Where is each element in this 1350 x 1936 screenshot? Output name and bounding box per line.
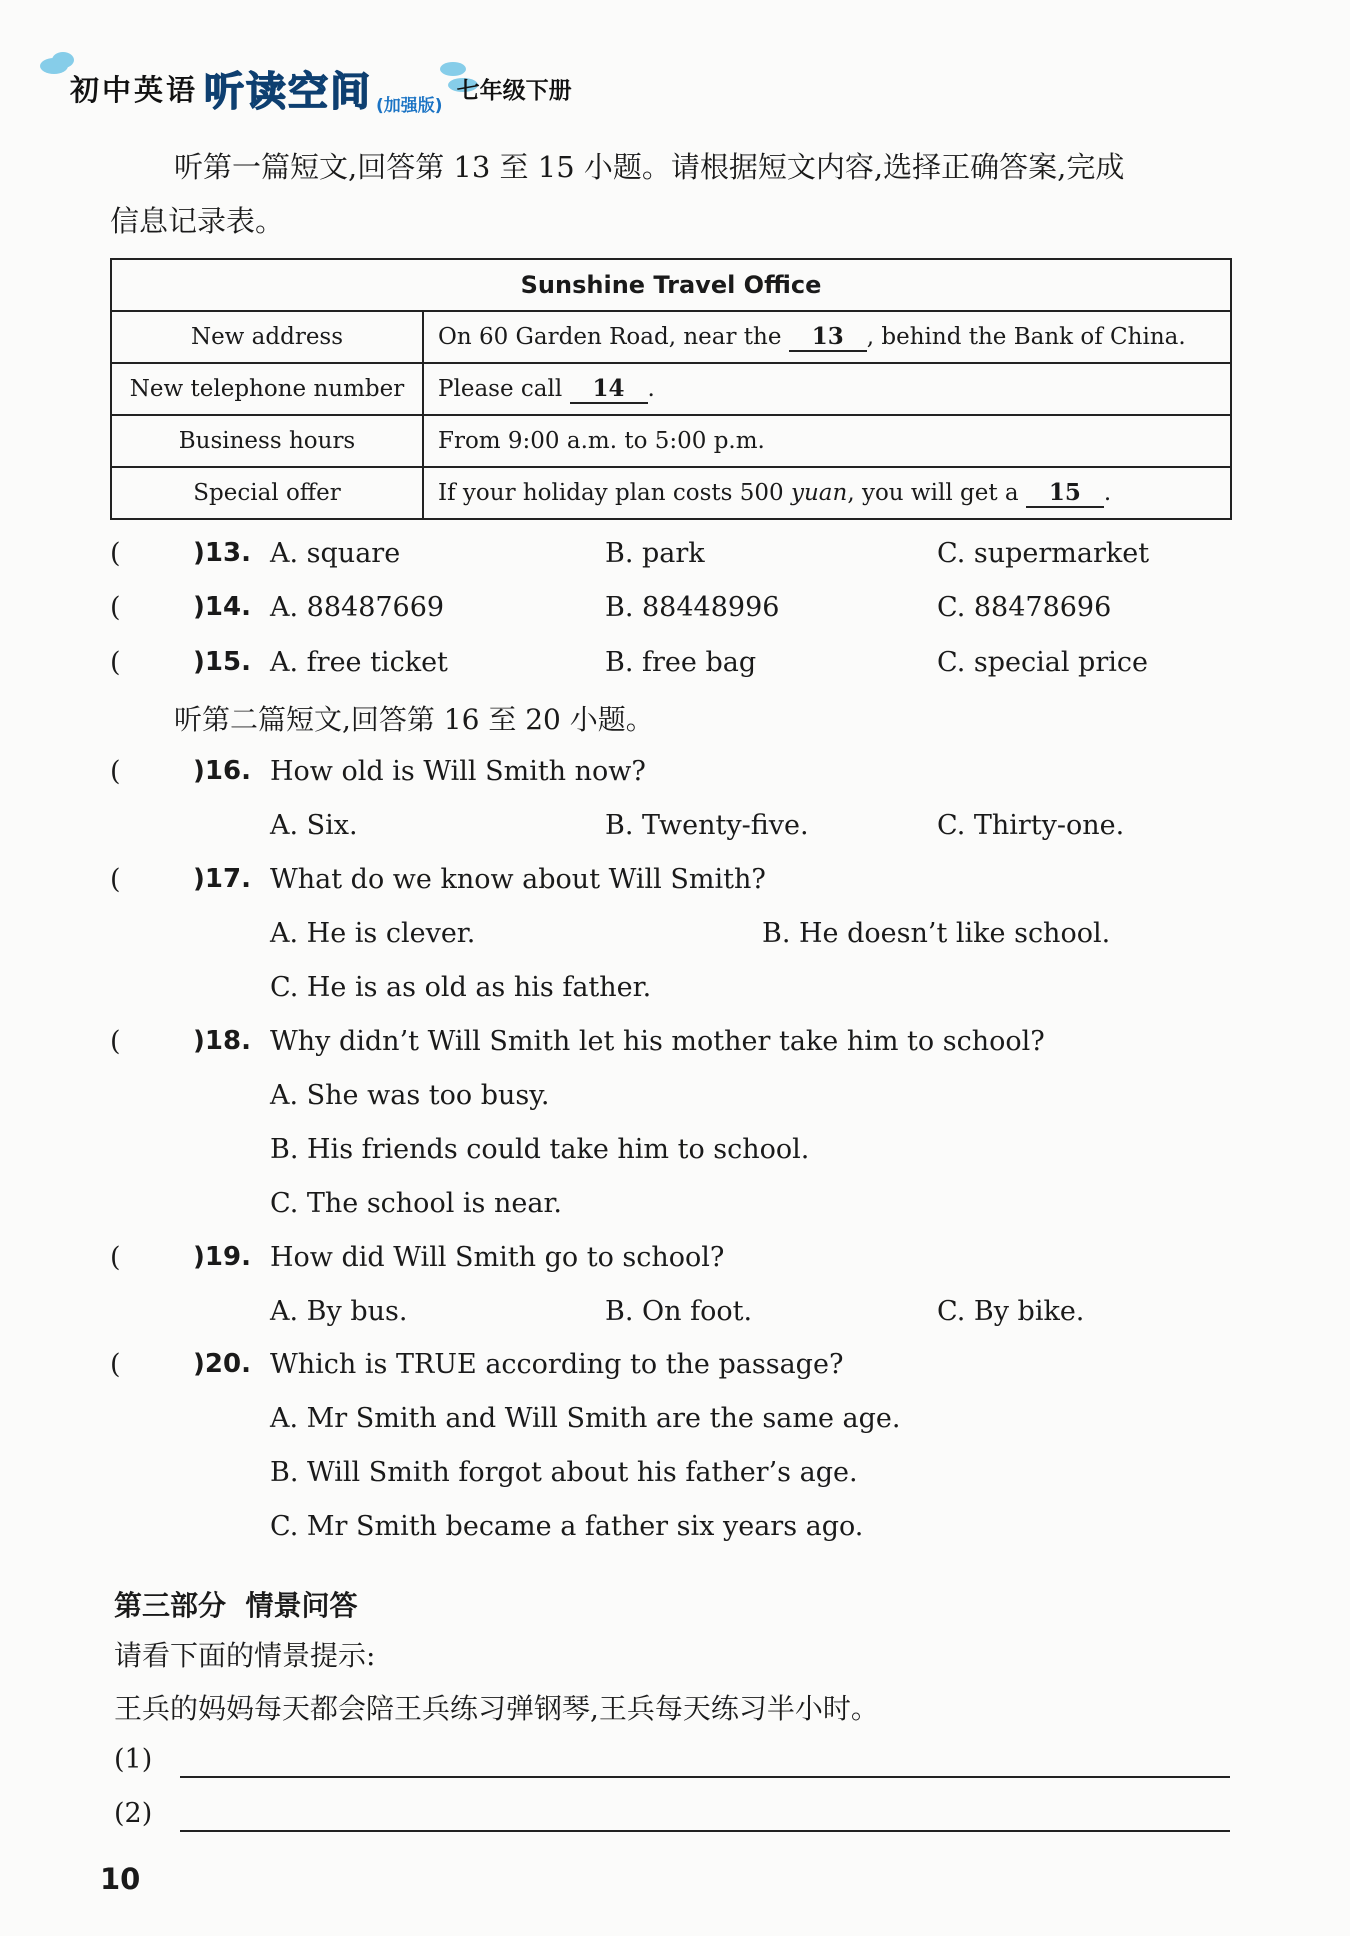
option-a[interactable]: A. He is clever. [270, 918, 476, 949]
option-a[interactable]: A. 88487669 [270, 592, 445, 623]
blank-14: 14 [570, 375, 648, 404]
option-b[interactable]: B. Will Smith forgot about his father’s age. [270, 1457, 858, 1488]
option-b[interactable]: B. free bag [605, 647, 757, 678]
row-label: Special offer [111, 467, 423, 519]
question-text: Which is TRUE according to the passage? [270, 1349, 844, 1380]
edition-label: (加强版) [376, 95, 443, 116]
option-a[interactable]: A. Six. [270, 810, 358, 841]
row-value [423, 311, 1231, 363]
answer-bracket[interactable]: ( [110, 1026, 121, 1057]
option-c[interactable]: C. He is as old as his father. [270, 972, 652, 1003]
intro-1-line1: 听第一篇短文,回答第 13 至 15 小题。请根据短文内容,选择正确答案,完成 [174, 150, 1125, 184]
question-number: )15. [193, 647, 251, 677]
option-a[interactable]: A. square [270, 538, 401, 569]
row-text: . [1103, 479, 1112, 506]
table-row [111, 363, 1231, 415]
scenario-text: 王兵的妈妈每天都会陪王兵练习弹钢琴,王兵每天练习半小时。 [114, 1692, 879, 1725]
option-b[interactable]: B. On foot. [605, 1296, 753, 1327]
table-row [111, 415, 1231, 467]
option-c[interactable]: C. supermarket [937, 538, 1150, 569]
question-13 [0, 538, 1350, 578]
option-c[interactable]: C. Thirty-one. [937, 810, 1125, 841]
answer-line-1[interactable] [180, 1776, 1230, 1778]
question-text: How old is Will Smith now? [270, 756, 646, 787]
row-text: , behind the Bank of China. [866, 323, 1186, 350]
question-15 [0, 647, 1350, 687]
brand-logo: 听读空间 [204, 68, 373, 115]
question-number: )19. [193, 1242, 251, 1272]
page-number: 10 [100, 1862, 141, 1896]
answer-bracket[interactable]: ( [110, 864, 121, 895]
row-value [423, 363, 1231, 415]
row-label: New telephone number [111, 363, 423, 415]
question-14 [0, 592, 1350, 632]
option-c[interactable]: C. By bike. [937, 1296, 1085, 1327]
row-text: On 60 Garden Road, near the [438, 323, 782, 350]
option-b[interactable]: B. Twenty-five. [605, 810, 809, 841]
answer-label-1: (1) [114, 1744, 153, 1775]
option-a[interactable]: A. She was too busy. [270, 1080, 550, 1111]
row-text: If your holiday plan costs 500 [438, 479, 784, 506]
section-heading: 第三部分 情景问答 [114, 1589, 358, 1622]
answer-bracket[interactable]: ( [110, 592, 121, 623]
option-b[interactable]: B. His friends could take him to school. [270, 1134, 810, 1165]
question-number: )17. [193, 864, 251, 894]
option-c[interactable]: C. 88478696 [937, 592, 1112, 623]
intro-1-line2: 信息记录表。 [110, 204, 285, 238]
row-value: From 9:00 a.m. to 5:00 p.m. [423, 415, 1231, 467]
grade-label: 七年级下册 [456, 77, 572, 104]
answer-bracket[interactable]: ( [110, 647, 121, 678]
option-b[interactable]: B. He doesn’t like school. [762, 918, 1111, 949]
row-value [423, 467, 1231, 519]
row-text: , you will get a [847, 479, 1019, 506]
row-label: Business hours [111, 415, 423, 467]
option-a[interactable]: A. Mr Smith and Will Smith are the same age. [270, 1403, 901, 1434]
row-text: Please call [438, 375, 563, 402]
answer-bracket[interactable]: ( [110, 1349, 121, 1380]
question-text: How did Will Smith go to school? [270, 1242, 725, 1273]
row-label: New address [111, 311, 423, 363]
scenario-prompt: 请看下面的情景提示: [114, 1639, 376, 1672]
answer-line-2[interactable] [180, 1830, 1230, 1832]
answer-bracket[interactable]: ( [110, 538, 121, 569]
question-number: )18. [193, 1026, 251, 1056]
row-text: . [647, 375, 655, 402]
info-table [110, 258, 1232, 520]
question-number: )14. [193, 592, 251, 622]
question-text: What do we know about Will Smith? [270, 864, 766, 895]
option-b[interactable]: B. 88448996 [605, 592, 780, 623]
option-a[interactable]: A. free ticket [270, 647, 448, 678]
option-c[interactable]: C. Mr Smith became a father six years ago. [270, 1511, 864, 1542]
page-header [70, 58, 572, 118]
blank-15: 15 [1026, 479, 1104, 508]
blank-13: 13 [789, 323, 867, 352]
question-number: )20. [193, 1349, 251, 1379]
subject-label: 初中英语 [70, 72, 199, 107]
option-c[interactable]: C. The school is near. [270, 1188, 562, 1219]
answer-label-2: (2) [114, 1798, 153, 1829]
answer-bracket[interactable]: ( [110, 756, 121, 787]
table-title: Sunshine Travel Office [111, 259, 1231, 311]
question-number: )16. [193, 756, 251, 786]
table-row [111, 467, 1231, 519]
question-text: Why didn’t Will Smith let his mother take him to school? [270, 1026, 1045, 1057]
answer-bracket[interactable]: ( [110, 1242, 121, 1273]
row-italic: yuan [791, 479, 848, 506]
question-number: )13. [193, 538, 251, 568]
table-row [111, 311, 1231, 363]
option-c[interactable]: C. special price [937, 647, 1148, 678]
option-b[interactable]: B. park [605, 538, 705, 569]
intro-2: 听第二篇短文,回答第 16 至 20 小题。 [174, 703, 654, 736]
option-a[interactable]: A. By bus. [270, 1296, 408, 1327]
